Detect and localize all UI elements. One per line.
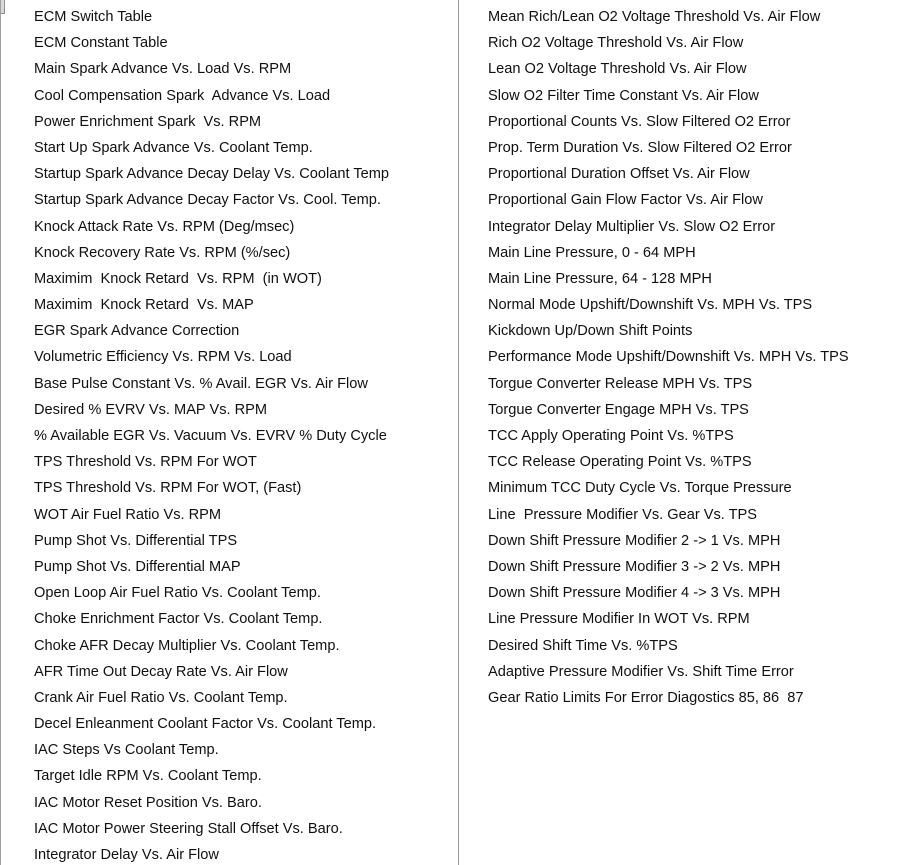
list-item[interactable]: Rich O2 Voltage Threshold Vs. Air Flow [488, 35, 744, 52]
list-item[interactable]: Kickdown Up/Down Shift Points [488, 323, 693, 340]
list-item[interactable]: Mean Rich/Lean O2 Voltage Threshold Vs. Air Flow [488, 9, 821, 25]
list-item[interactable]: Line Pressure Modifier Vs. Gear Vs. TPS [488, 506, 758, 523]
list-item[interactable]: Startup Spark Advance Decay Delay Vs. Coolant Temp [34, 166, 390, 183]
list-item[interactable]: Volumetric Efficiency Vs. RPM Vs. Load [34, 349, 292, 366]
list-item[interactable]: TPS Threshold Vs. RPM For WOT [34, 454, 257, 471]
list-item[interactable]: Main Line Pressure, 64 - 128 MPH [488, 270, 712, 287]
list-item[interactable]: Knock Attack Rate Vs. RPM (Deg/msec) [34, 218, 295, 235]
list-item[interactable]: % Available EGR Vs. Vacuum Vs. EVRV % Duty Cycle [34, 428, 387, 444]
list-item[interactable]: Torgue Converter Release MPH Vs. TPS [488, 375, 753, 392]
list-item[interactable]: Cool Compensation Spark Advance Vs. Load [34, 87, 331, 104]
list-item[interactable]: Adaptive Pressure Modifier Vs. Shift Time Error [488, 663, 794, 680]
list-item[interactable]: EGR Spark Advance Correction [34, 323, 240, 340]
list-item[interactable]: Startup Spark Advance Decay Factor Vs. Cool. Temp. [34, 192, 381, 209]
table-list-right-column [488, 4, 849, 711]
table-list-left-column [34, 4, 389, 865]
list-item[interactable]: Main Spark Advance Vs. Load Vs. RPM [34, 61, 292, 78]
list-item[interactable]: Crank Air Fuel Ratio Vs. Coolant Temp. [34, 689, 288, 706]
list-item[interactable]: ECM Switch Table [34, 9, 153, 25]
list-item[interactable]: Start Up Spark Advance Vs. Coolant Temp. [34, 139, 313, 156]
window-edge-marker [1, 0, 5, 14]
list-item[interactable]: WOT Air Fuel Ratio Vs. RPM [34, 506, 222, 523]
list-item[interactable]: Gear Ratio Limits For Error Diagostics 85, 86 87 [488, 689, 804, 706]
list-item[interactable]: Desired Shift Time Vs. %TPS [488, 637, 678, 654]
list-item[interactable]: Pump Shot Vs. Differential MAP [34, 558, 241, 575]
list-item[interactable]: AFR Time Out Decay Rate Vs. Air Flow [34, 663, 288, 680]
list-item[interactable]: Knock Recovery Rate Vs. RPM (%/sec) [34, 244, 291, 261]
list-item[interactable]: Proportional Duration Offset Vs. Air Flow [488, 166, 750, 183]
list-item[interactable]: Choke Enrichment Factor Vs. Coolant Temp. [34, 611, 323, 628]
list-item[interactable]: Proportional Gain Flow Factor Vs. Air Flow [488, 192, 763, 209]
list-item[interactable]: Lean O2 Voltage Threshold Vs. Air Flow [488, 61, 747, 78]
list-item[interactable]: IAC Motor Reset Position Vs. Baro. [34, 794, 262, 811]
list-item[interactable]: Main Line Pressure, 0 - 64 MPH [488, 244, 696, 261]
list-item[interactable]: Down Shift Pressure Modifier 3 -> 2 Vs. MPH [488, 558, 781, 575]
list-item[interactable]: Down Shift Pressure Modifier 2 -> 1 Vs. MPH [488, 532, 781, 549]
list-item[interactable]: ECM Constant Table [34, 35, 168, 52]
list-item[interactable]: TPS Threshold Vs. RPM For WOT, (Fast) [34, 480, 302, 497]
list-item[interactable]: Performance Mode Upshift/Downshift Vs. MPH Vs. TPS [488, 349, 849, 366]
list-item[interactable]: TCC Apply Operating Point Vs. %TPS [488, 428, 734, 444]
list-item[interactable]: Line Pressure Modifier In WOT Vs. RPM [488, 611, 750, 628]
list-item[interactable]: IAC Motor Power Steering Stall Offset Vs. Baro. [34, 820, 343, 837]
list-item[interactable]: Desired % EVRV Vs. MAP Vs. RPM [34, 401, 268, 418]
list-item[interactable]: Power Enrichment Spark Vs. RPM [34, 113, 262, 130]
list-item[interactable]: Prop. Term Duration Vs. Slow Filtered O2 Error [488, 139, 792, 156]
list-item[interactable]: TCC Release Operating Point Vs. %TPS [488, 454, 752, 471]
list-item[interactable]: Base Pulse Constant Vs. % Avail. EGR Vs. Air Flow [34, 375, 368, 392]
list-item[interactable]: Proportional Counts Vs. Slow Filtered O2 Error [488, 113, 791, 130]
list-item[interactable]: Open Loop Air Fuel Ratio Vs. Coolant Temp. [34, 585, 321, 602]
list-item[interactable]: Normal Mode Upshift/Downshift Vs. MPH Vs. TPS [488, 297, 813, 314]
list-item[interactable]: Minimum TCC Duty Cycle Vs. Torque Pressure [488, 480, 792, 497]
list-item[interactable]: Decel Enleanment Coolant Factor Vs. Coolant Temp. [34, 716, 377, 733]
list-item[interactable]: Target Idle RPM Vs. Coolant Temp. [34, 768, 262, 785]
list-item[interactable]: Integrator Delay Multiplier Vs. Slow O2 Error [488, 218, 776, 235]
list-item[interactable]: Torgue Converter Engage MPH Vs. TPS [488, 401, 749, 418]
list-item[interactable]: Down Shift Pressure Modifier 4 -> 3 Vs. MPH [488, 585, 781, 602]
column-divider [458, 0, 459, 865]
list-item[interactable]: Choke AFR Decay Multiplier Vs. Coolant Temp. [34, 637, 340, 654]
list-item[interactable]: Pump Shot Vs. Differential TPS [34, 532, 238, 549]
list-item[interactable]: Maximim Knock Retard Vs. MAP [34, 297, 254, 314]
list-item[interactable]: Slow O2 Filter Time Constant Vs. Air Flow [488, 87, 759, 104]
list-item[interactable]: Integrator Delay Vs. Air Flow [34, 847, 219, 863]
list-item[interactable]: Maximim Knock Retard Vs. RPM (in WOT) [34, 270, 322, 287]
list-item[interactable]: IAC Steps Vs Coolant Temp. [34, 742, 219, 759]
